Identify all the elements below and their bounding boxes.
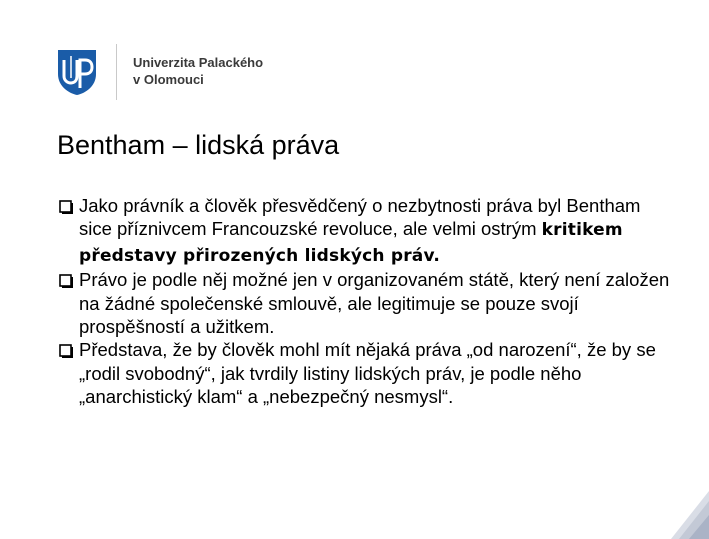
bullet-text: Představa, že by člověk mohl mít nějaká práva „od narození“, že by se „rodil svobodný“, jak tvrdily listiny lidských práv, je podle něho „anarchistický klam“ a „nebezpečný nesmysl“. (79, 339, 656, 408)
bullet-item (58, 194, 678, 268)
university-name (133, 54, 333, 88)
bullet-bold-text: kritikem představy přirozených lidských práv. (79, 220, 623, 266)
checkbox-square-icon (59, 344, 73, 358)
bullet-item (58, 338, 678, 408)
university-name-line1: Univerzita Palackého (133, 55, 264, 70)
checkbox-square-icon (59, 274, 73, 288)
corner-decoration-icon (671, 491, 709, 539)
logo-divider (116, 44, 117, 100)
bullet-text: Jako právník a člověk přesvědčený o nezbytnosti práva byl Bentham sice příznivcem Francouzské revoluce, ale velmi ostrým (79, 195, 641, 240)
slide-title: Bentham – lidská práva (57, 130, 340, 160)
bullet-list (58, 194, 678, 409)
bullet-text: Právo je podle něj možné jen v organizovaném státě, který není založen na žádné společenské smlouvě, ale legitimuje se pouze svojí prospěšností a užitkem. (79, 269, 670, 338)
bullet-item (58, 268, 678, 338)
university-name-line2: v Olomouci (133, 72, 204, 87)
checkbox-square-icon (59, 200, 73, 214)
upol-shield-logo-icon (56, 48, 98, 96)
